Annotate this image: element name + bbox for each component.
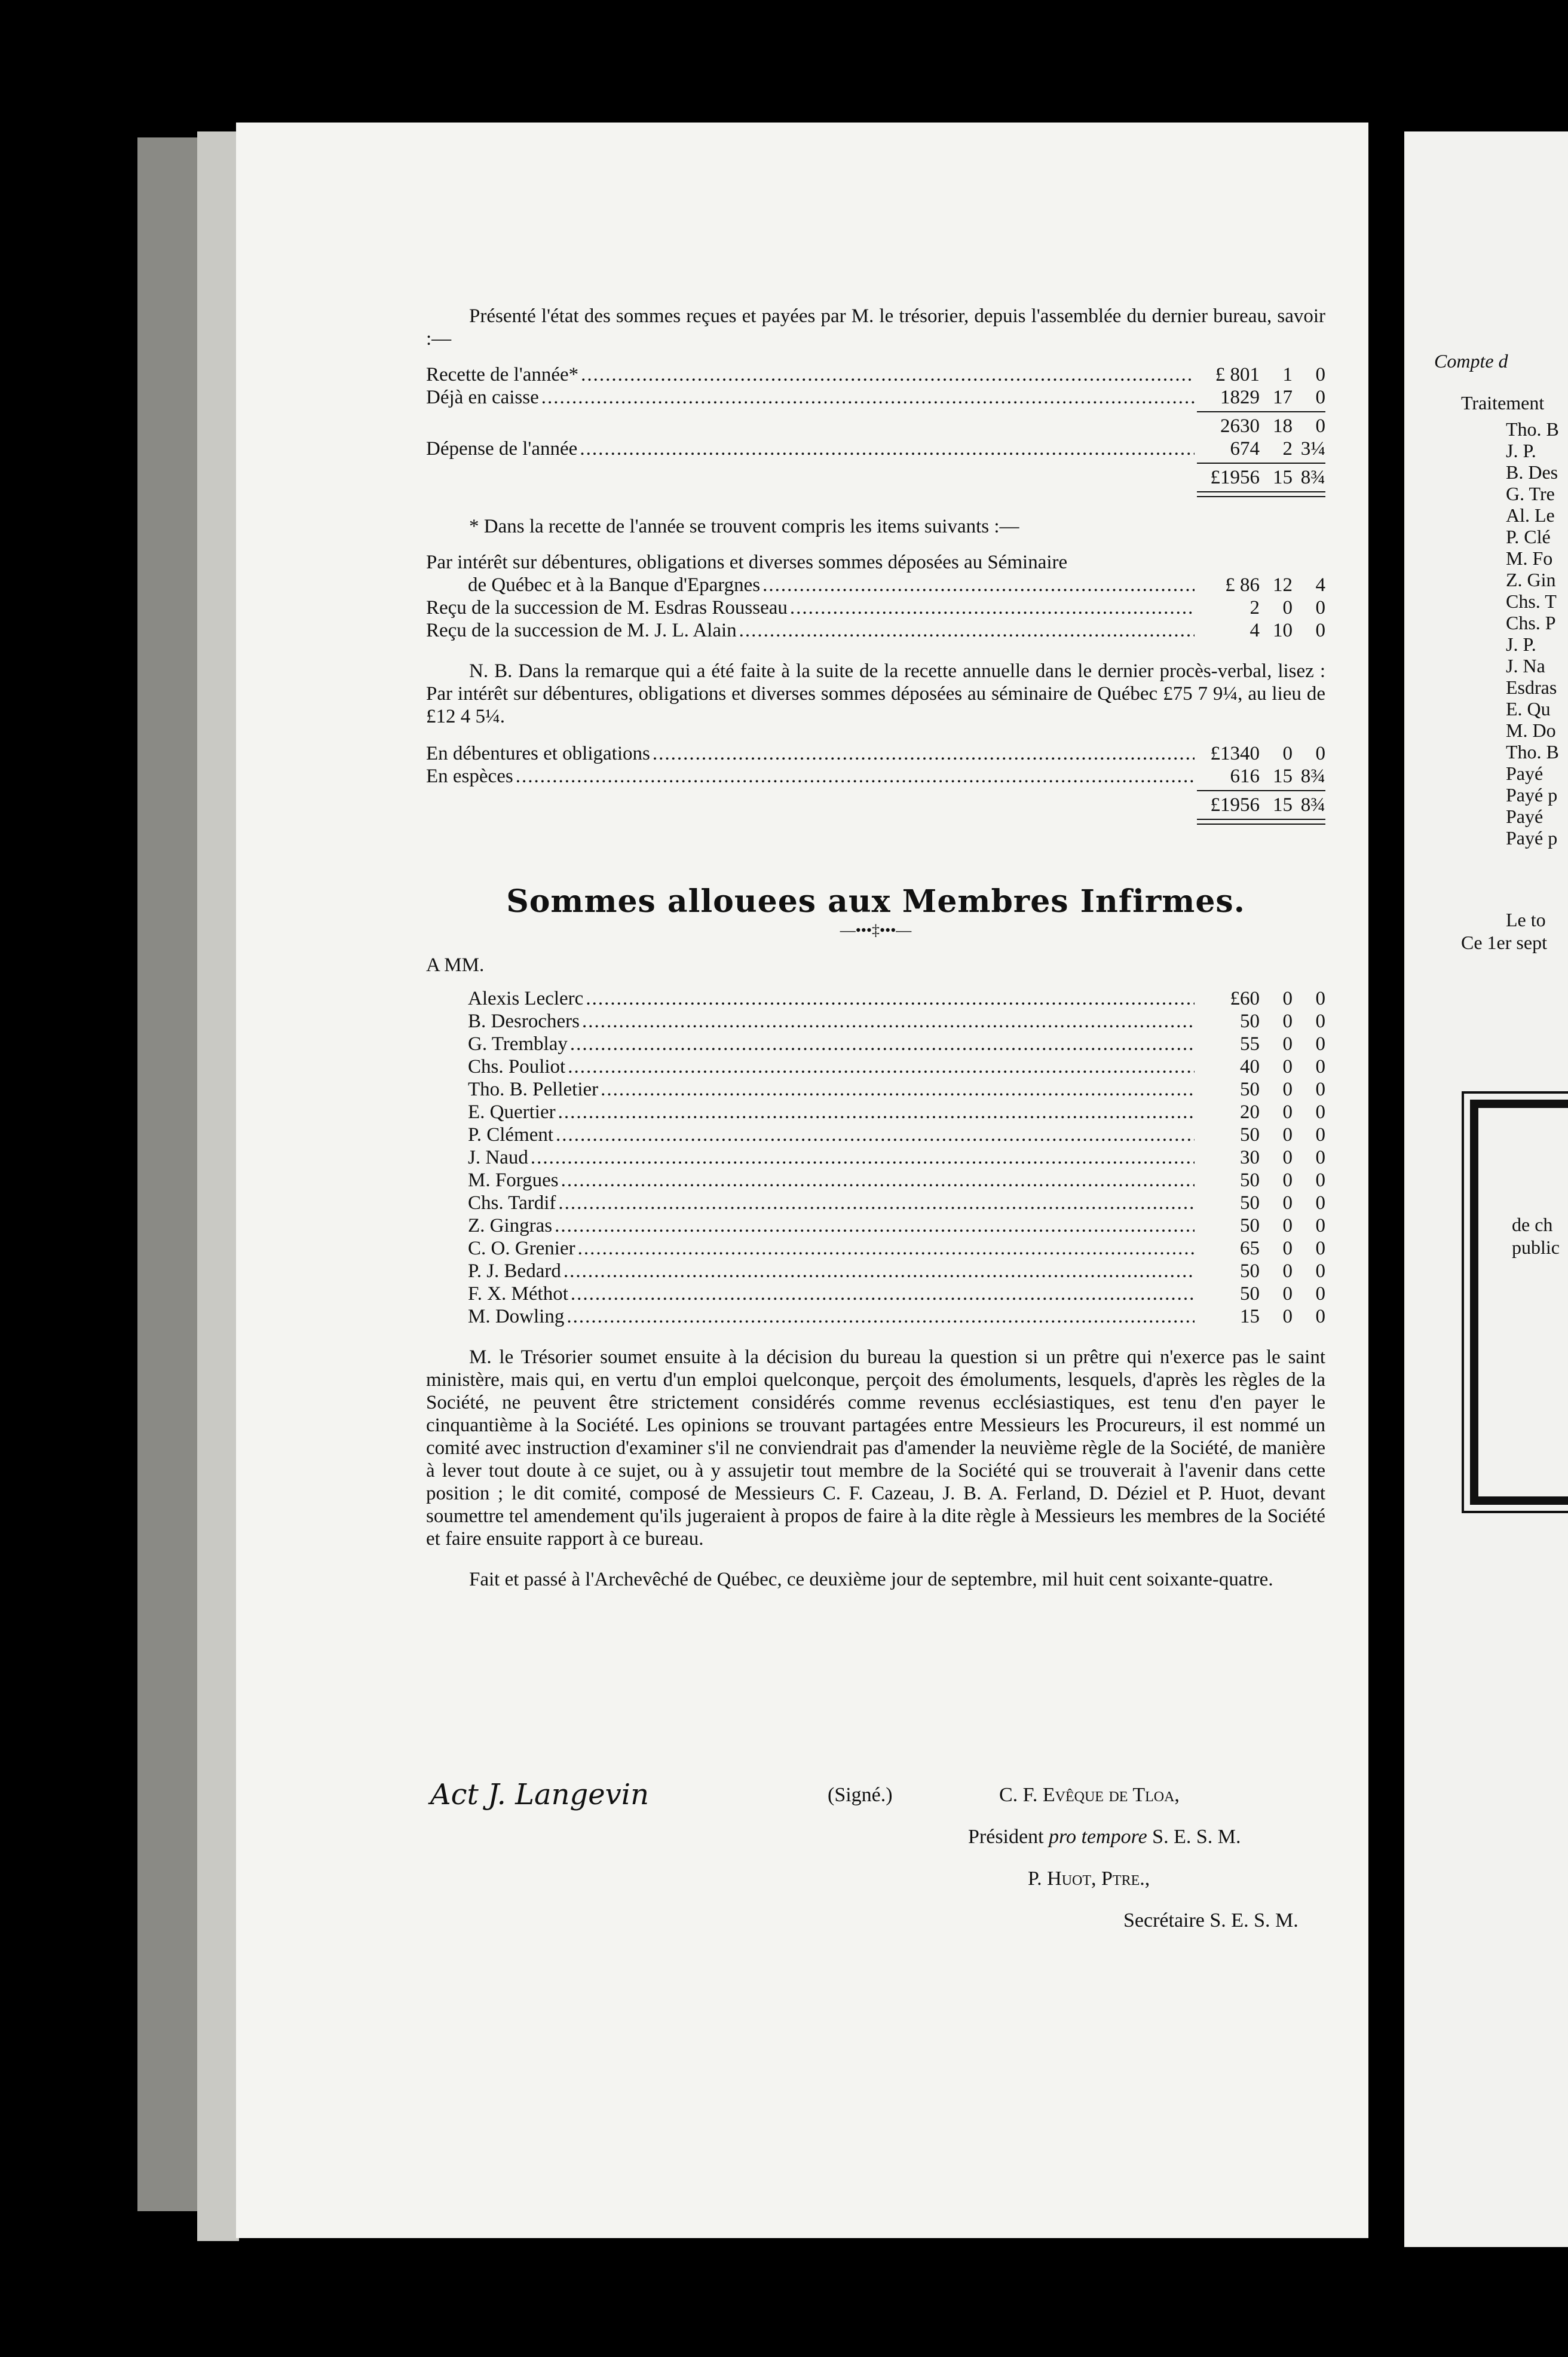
signatory-1: C. F. Evêque de Tloa, — [999, 1784, 1180, 1806]
right-name: Al. Le — [1506, 504, 1555, 526]
account-row: Recette de l'année* ..... £ 801 1 0 — [426, 363, 1325, 386]
right-name: G. Tre — [1506, 483, 1555, 504]
member-row: E. Quertier ..... 20 0 0 — [426, 1101, 1325, 1124]
member-row: Chs. Pouliot ..... 40 0 0 — [426, 1055, 1325, 1078]
rule — [1197, 411, 1325, 412]
book-edge-inner — [197, 131, 239, 2241]
fait-paragraph: Fait et passé à l'Archevêché de Québec, ce deuxième jour de septembre, mil huit cent soixante-quatre. — [469, 1569, 1273, 1590]
right-name: J. Na — [1506, 655, 1545, 677]
right-header: Compte d — [1434, 350, 1508, 372]
holdings-total-row: £1956 15 8¾ — [1210, 794, 1325, 816]
right-name: Payé p — [1506, 827, 1558, 849]
right-name: M. Do — [1506, 720, 1556, 741]
member-row: J. Naud ..... 30 0 0 — [426, 1146, 1325, 1169]
member-row: Tho. B. Pelletier ..... 50 0 0 — [426, 1078, 1325, 1101]
items-block — [426, 551, 1325, 642]
right-box-line: public — [1512, 1236, 1560, 1258]
right-name: Tho. B — [1506, 741, 1559, 763]
member-row: G. Tremblay ..... 55 0 0 — [426, 1033, 1325, 1055]
intro-paragraph: Présenté l'état des sommes reçues et payées par M. le trésorier, depuis l'assemblée du dernier bureau, savoir :— — [426, 305, 1325, 350]
member-row: M. Dowling ..... 15 0 0 — [426, 1305, 1325, 1328]
ornament: —•••‡•••— — [840, 922, 912, 939]
signe-label: (Signé.) — [828, 1784, 893, 1806]
right-name: Z. Gin — [1506, 569, 1556, 590]
member-row: Chs. Tardif ..... 50 0 0 — [426, 1192, 1325, 1214]
item-row: de Québec et à la Banque d'Epargnes ..... £ 86 12 4 — [426, 574, 1325, 596]
right-name: E. Qu — [1506, 698, 1551, 720]
item-row: Reçu de la succession de M. Esdras Rousseau ..... 2 0 0 — [426, 596, 1325, 619]
member-row: P. J. Bedard ..... 50 0 0 — [426, 1260, 1325, 1282]
section-heading: Sommes allouees aux Membres Infirmes. — [506, 883, 1245, 920]
to-label: A MM. — [426, 954, 485, 976]
right-name: Tho. B — [1506, 418, 1559, 440]
right-name: J. P. — [1506, 633, 1536, 655]
account-row: Déjà en caisse ..... 1829 17 0 — [426, 386, 1325, 409]
handwritten-signature: Act J. Langevin — [430, 1778, 650, 1811]
signatory-2: Président pro tempore S. E. S. M. — [968, 1826, 1241, 1848]
member-row: Z. Gingras ..... 50 0 0 — [426, 1214, 1325, 1237]
accounts-block — [426, 363, 1325, 497]
signatory-4: Secrétaire S. E. S. M. — [1123, 1909, 1298, 1931]
tresorier-paragraph: M. le Trésorier soumet ensuite à la décision du bureau la question si un prêtre qui n'exerce pas le saint ministère, mais qui, en vertu d'un emploi quelconque, perçoit des émoluments, lesquels, d'après les règles de la Société, ne peuvent être strictement considérés comme revenus ecclésiastiques, est tenu d'en payer le cinquantième à la Société. Les opinions se trouvant partagées entre Messieurs les Procureurs, il est nommé un comité avec instruction d'examiner s'il ne conviendrait pas d'amender la neuvième règle de la Société, de manière à lever tout doute à ce sujet, ou à y assujetir tout membre de la Société qui se trouverait à l'avenir dans cette position ; le dit comité, composé de Messieurs C. F. Cazeau, J. B. A. Ferland, D. Déziel et P. Huot, devant soumettre tel amendement qu'ils jugeraient à propos de faire à la dite règle à Messieurs les membres de la Société et faire ensuite rapport à ce bureau. — [426, 1346, 1325, 1550]
right-name: Chs. T — [1506, 590, 1557, 612]
right-line: Ce 1er sept — [1461, 932, 1547, 953]
right-name: Esdras — [1506, 677, 1557, 698]
subtotal-row: 2630 18 0 — [1220, 415, 1325, 437]
double-rule — [1197, 819, 1325, 825]
right-name: Chs. P — [1506, 612, 1556, 633]
member-row: M. Forgues ..... 50 0 0 — [426, 1169, 1325, 1192]
member-row: C. O. Grenier ..... 65 0 0 — [426, 1237, 1325, 1260]
right-name: Payé — [1506, 763, 1544, 784]
item-row: Reçu de la succession de M. J. L. Alain ..... 4 10 0 — [426, 619, 1325, 642]
expense-row: Dépense de l'année ..... 674 2 3¼ — [426, 437, 1325, 460]
right-line: Traitement — [1461, 392, 1545, 414]
right-name: M. Fo — [1506, 547, 1553, 569]
total-row: £1956 15 8¾ — [1210, 467, 1325, 488]
holdings-block — [426, 742, 1325, 825]
right-name: Payé — [1506, 806, 1544, 827]
holding-row: En espèces ..... 616 15 8¾ — [426, 765, 1325, 788]
right-name: Payé p — [1506, 784, 1558, 806]
item-first-line: Par intérêt sur débentures, obligations et diverses sommes déposées au Séminaire — [426, 552, 1068, 573]
member-row: B. Desrochers ..... 50 0 0 — [426, 1010, 1325, 1033]
right-name: J. P. — [1506, 440, 1536, 461]
right-names — [1506, 418, 1559, 849]
nb-paragraph: N. B. Dans la remarque qui a été faite à la suite de la recette annuelle dans le dernier procès-verbal, lisez : Par intérêt sur débentures, obligations et diverses sommes déposées au séminaire de Québec £75 7 9¼, au lieu de £12 4 5¼. — [426, 660, 1325, 727]
right-name: B. Des — [1506, 461, 1558, 483]
holding-row: En débentures et obligations ..... £1340 0 0 — [426, 742, 1325, 765]
member-row: P. Clément ..... 50 0 0 — [426, 1124, 1325, 1146]
members-list — [426, 987, 1325, 1328]
right-name: P. Clé — [1506, 526, 1551, 547]
items-intro: * Dans la recette de l'année se trouvent compris les items suivants :— — [469, 516, 1019, 537]
signatory-3: P. Huot, Ptre., — [1028, 1868, 1150, 1890]
rule — [1197, 790, 1325, 791]
double-rule — [1197, 491, 1325, 497]
member-row: F. X. Méthot ..... 50 0 0 — [426, 1282, 1325, 1305]
rule — [1197, 463, 1325, 464]
right-line: Le to — [1506, 909, 1546, 930]
framed-box — [1470, 1100, 1568, 1505]
right-box-line: de ch — [1512, 1214, 1553, 1235]
member-row: Alexis Leclerc ..... £60 0 0 — [426, 987, 1325, 1010]
page-content — [426, 305, 1325, 1591]
